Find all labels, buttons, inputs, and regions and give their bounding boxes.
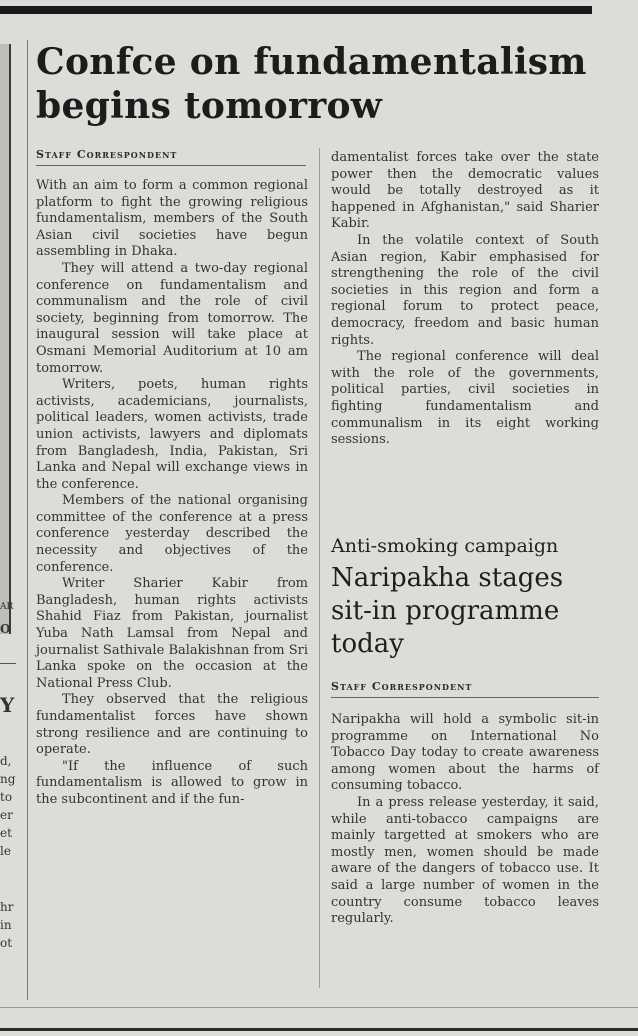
adjacent-photo-edge [0,44,14,634]
paragraph: Writers, poets, human rights activists, academicians, journalists, political leaders, women activists, trade union activists, lawyers and diplomats from Bangladesh, India, Pakistan, Sri Lanka and Nepal will exchange views in the conference. [36,377,308,492]
strip-rule [0,663,16,664]
paragraph: The regional conference will deal with the role of the governments, political parties, civil societies in fighting fundamentalism and communalism in its eight working sessions. [331,349,599,448]
adjacent-column-strip [0,38,16,1008]
paragraph: Writer Sharier Kabir from Bangladesh, human rights activists Shahid Fiaz from Pakistan, journalist Yuba Nath Lamsal from Nepal and journalist Sathivale Balakishnan from Sri Lanka spoke on the occasion at the National Press Club. [36,576,308,691]
strip-fragment: ot [0,936,13,950]
paragraph: They will attend a two-day regional conference on fundamentalism and communalism and the role of civil society, beginning from tomorrow. The inaugural session will take place at Osmani Memorial Auditorium at 10 am tomorrow. [36,260,308,376]
article-column-1 [36,178,308,809]
article2-body [331,712,599,928]
paragraph: In the volatile context of South Asian region, Kabir emphasised for strengthening the role of the civil societies in this region and form a regional forum to protect peace, democracy, freedom and basic human rights. [331,232,599,348]
article-headline: Confce on fundamentalism begins tomorrow [36,41,587,127]
strip-fragment: Y [0,693,15,717]
strip-fragment: hr [0,900,14,914]
paragraph: In a press release yesterday, it said, while anti-tobacco campaigns are mainly targetted at smokers who are mostly men, women should be made aware of the dangers of tobacco use. It said a large number of women in the country consume tobacco leaves regularly. [331,794,599,927]
paragraph: With an aim to form a common regional platform to fight the growing religious fundamentalism, members of the South Asian civil societies have begun assembling in Dhaka. [36,178,308,260]
strip-fragment: d, [0,754,12,768]
bottom-rule [0,1028,638,1031]
strip-fragment: AR [0,602,14,612]
strip-fragment: et [0,826,12,840]
article-byline: Staff Correspondent [36,148,306,166]
paragraph: "If the influence of such fundamentalism is allowed to grow in the subcontinent and if the fun- [36,758,308,807]
strip-fragment: le [0,844,11,858]
article-column-2 [331,150,599,449]
paragraph: Members of the national organising committee of the conference at a press conference yesterday described the necessity and objectives of the conference. [36,493,308,575]
article2-kicker: Anti-smoking campaign [331,535,559,557]
strip-fragment: ng [0,772,16,786]
strip-fragment: er [0,808,13,822]
strip-fragment: in [0,918,12,932]
top-rule [0,6,592,14]
article2-headline: Naripakha stages sit-in programme today [331,563,564,659]
strip-fragment: O [0,622,11,636]
strip-fragment: to [0,790,13,804]
bottom-hairline [0,1007,638,1008]
paragraph: They observed that the religious fundamentalist forces have shown strong resilience and are continuing to operate. [36,692,308,758]
column-divider [27,40,28,1000]
paragraph: damentalist forces take over the state power then the democratic values would be totally destroyed as it happened in Afghanistan," said Sharier Kabir. [331,150,599,232]
paragraph: Naripakha will hold a symbolic sit-in programme on International No Tobacco Day today to create awareness among women about the harms of consuming tobacco. [331,712,599,794]
article2-byline: Staff Correspondent [331,680,599,698]
column-divider [319,148,320,988]
